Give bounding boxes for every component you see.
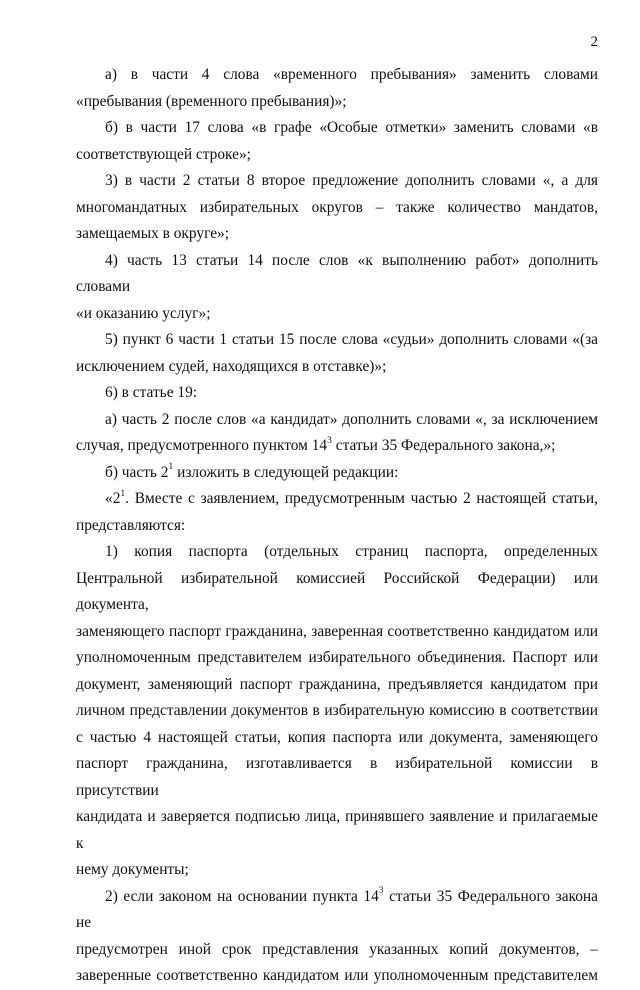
text-line: 1) копия паспорта (отдельных страниц паспорта, определенных <box>105 543 598 560</box>
text-line: заменяющего паспорт гражданина, заверенная соответственно кандидатом или <box>76 622 598 640</box>
text-line: документ, заменяющий паспорт гражданина, предъявляется кандидатом при <box>76 675 598 693</box>
text-line: личном представлении документов в избирательную комиссию в соответствии <box>76 702 598 719</box>
text-line: с частью 4 настоящей статьи, копия паспорта или документа, заменяющего <box>76 728 598 746</box>
text-line: замещаемых в округе»; <box>76 225 230 242</box>
text-line: заверенные соответственно кандидатом или уполномоченным представителем <box>76 967 598 984</box>
text-line: паспорт гражданина, изготавливается в избирательной комиссии в присутствии <box>76 755 598 799</box>
text-line: многомандатных избирательных округов – также количество мандатов, <box>76 198 598 216</box>
superscript: 3 <box>378 886 384 897</box>
text-run: . Вместе с заявлением, предусмотренным частью 2 настоящей статьи, <box>125 490 598 507</box>
superscript: 1 <box>168 462 174 473</box>
text-line: 4) часть 13 статьи 14 после слов «к выполнению работ» дополнить словами <box>76 251 598 295</box>
text-run: случая, предусмотренного пунктом 14 <box>76 437 328 454</box>
text-line: «и оказанию услуг»; <box>76 304 211 322</box>
text-line <box>76 460 598 487</box>
text-line <box>76 433 598 460</box>
text-run: изложить в следующей редакции: <box>173 463 399 481</box>
text-line: нему документы; <box>76 861 189 878</box>
text-line: уполномоченным представителем избирательного объединения. Паспорт или <box>76 649 598 666</box>
text-line: а) в части 4 слова «временного пребывания» заменить словами <box>105 66 598 83</box>
text-line: б) в части 17 слова «в графе «Особые отметки» заменить словами «в <box>105 119 598 136</box>
text-line: 5) пункт 6 части 1 статьи 15 после слова «судьи» дополнить словами «(за <box>105 331 598 348</box>
text-line: соответствующей строке»; <box>76 145 251 163</box>
text-line <box>76 884 598 937</box>
text-line: представляются: <box>76 516 186 534</box>
text-line: «пребывания (временного пребывания)»; <box>76 92 347 110</box>
text-line <box>76 486 598 513</box>
text-run: б) часть 2 <box>105 463 169 481</box>
superscript: 3 <box>327 435 332 446</box>
text-line: Центральной избирательной комиссией Российской Федерации) или документа, <box>76 569 598 613</box>
text-run: статьи 35 Федерального закона,»; <box>331 437 556 454</box>
text-run: 2) если законом на основании пункта 14 <box>105 887 379 905</box>
document-body <box>76 62 598 990</box>
page-number: 2 <box>590 34 598 50</box>
text-line: предусмотрен иной срок представления указанных копий документов, – <box>76 940 598 958</box>
text-line: исключением судей, находящихся в отставке)»; <box>76 357 387 375</box>
text-line: 6) в статье 19: <box>105 384 198 401</box>
text-line: а) часть 2 после слов «а кандидат» дополнить словами «, за исключением <box>105 410 598 428</box>
text-line: кандидата и заверяется подписью лица, принявшего заявление и прилагаемые к <box>76 808 598 852</box>
text-run: статьи 35 Федерального закона не <box>76 887 598 931</box>
text-run: «2 <box>105 490 121 507</box>
text-line: 3) в части 2 статьи 8 второе предложение дополнить словами «, а для <box>105 172 598 189</box>
superscript: 1 <box>120 488 126 499</box>
